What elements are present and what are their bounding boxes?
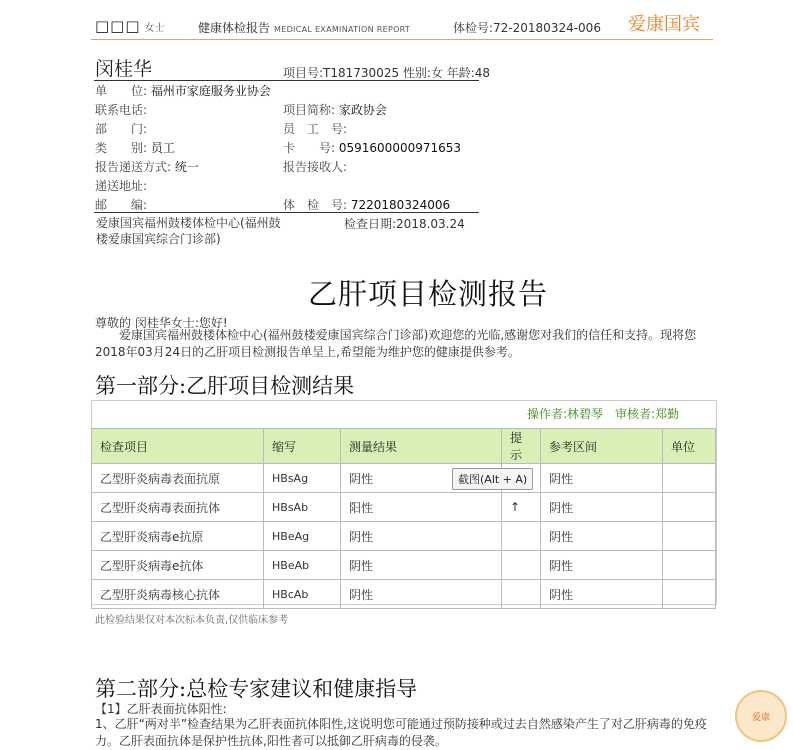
cell-result: 阳性 bbox=[341, 493, 502, 522]
cell-hint bbox=[502, 522, 541, 551]
cell-range: 阴性 bbox=[541, 522, 663, 551]
cell-result: 阴性 bbox=[341, 551, 502, 580]
cell-result: 阴性 bbox=[341, 464, 502, 493]
exam-center: 爱康国宾福州鼓楼体检中心(福州鼓楼爱康国宾综合门诊部) bbox=[96, 216, 281, 246]
info-divider-bottom bbox=[94, 212, 479, 213]
info-divider-top bbox=[94, 80, 479, 81]
patient-project-line: 项目号:T181730025 性别:女 年龄:48 bbox=[283, 66, 491, 80]
cell-hint: ↑ bbox=[502, 493, 541, 522]
intro-paragraph: 爱康国宾福州鼓楼体检中心(福州鼓楼爱康国宾综合门诊部)欢迎您的光临,感谢您对我们的信任和支持。现将您2018年03月24日的乙肝项目检测报告单呈上,希望能为维护您的健康提供参考。 bbox=[95, 328, 697, 359]
cell-unit bbox=[663, 580, 716, 609]
disclaimer-note: 此检验结果仅对本次标本负责,仅供临床参考 bbox=[95, 615, 289, 626]
header-gender: □□□ 女士 bbox=[95, 17, 165, 35]
operator-reviewer: 操作者:林碧琴 审核者:郑勤 bbox=[527, 407, 680, 421]
cell-range: 阴性 bbox=[541, 580, 663, 609]
exam-number-row: 体 检 号: 7220180324006 bbox=[283, 198, 451, 212]
cell-range: 阴性 bbox=[541, 493, 663, 522]
report-header-title: 健康体检报告 MEDICAL EXAMINATION REPORT bbox=[198, 21, 411, 35]
advice-paragraph: 1、乙肝“两对半”检查结果为乙肝表面抗体阳性,这说明您可能通过预防接种或过去自然感染产生了对乙肝病毒的免疫力。乙肝表面抗体是保护性抗体,阳性者可以抵御乙肝病毒的侵袭。 bbox=[95, 717, 707, 748]
table-row bbox=[92, 522, 716, 551]
col-result: 测量结果 bbox=[341, 429, 502, 464]
part2-title: 第二部分:总检专家建议和健康指导 bbox=[95, 677, 418, 701]
col-unit: 单位 bbox=[663, 429, 716, 464]
cell-hint bbox=[502, 580, 541, 609]
cell-item: 乙型肝炎病毒表面抗体 bbox=[92, 493, 264, 522]
report-title: 乙肝项目检测报告 bbox=[307, 277, 548, 311]
table-row bbox=[92, 464, 716, 493]
phone-row: 联系电话: bbox=[95, 103, 148, 117]
cell-abbr: HBeAg bbox=[264, 522, 341, 551]
cell-unit bbox=[663, 493, 716, 522]
cell-abbr: HBcAb bbox=[264, 580, 341, 609]
col-hint: 提示 bbox=[502, 429, 541, 464]
staff-no-row: 员 工 号: bbox=[283, 122, 348, 136]
greeting: 尊敬的 闵桂华女士:您好! bbox=[95, 316, 228, 330]
col-item: 检查项目 bbox=[92, 429, 264, 464]
brand-logo: 爱康国宾 bbox=[628, 14, 700, 35]
cell-result: 阴性 bbox=[341, 522, 502, 551]
postcode-row: 邮 编: bbox=[95, 198, 148, 212]
category-row: 类 别: 员工 bbox=[95, 141, 175, 155]
cell-item: 乙型肝炎病毒e抗体 bbox=[92, 551, 264, 580]
patient-name: 闵桂华 bbox=[95, 58, 153, 80]
col-range: 参考区间 bbox=[541, 429, 663, 464]
cell-abbr: HBsAg bbox=[264, 464, 341, 493]
table-row bbox=[92, 493, 716, 522]
cell-result: 阴性 bbox=[341, 580, 502, 609]
card-row: 卡 号: 0591600000971653 bbox=[283, 141, 462, 155]
proj-short-row: 项目简称: 家政协会 bbox=[283, 103, 387, 117]
col-abbr: 缩写 bbox=[264, 429, 341, 464]
brand-badge-icon: 爱康 bbox=[735, 690, 787, 742]
cell-hint bbox=[502, 551, 541, 580]
screenshot-tooltip: 截图(Alt + A) bbox=[452, 468, 533, 490]
cell-abbr: HBeAb bbox=[264, 551, 341, 580]
cell-unit bbox=[663, 551, 716, 580]
table-row bbox=[92, 580, 716, 609]
cell-unit bbox=[663, 522, 716, 551]
part1-title: 第一部分:乙肝项目检测结果 bbox=[95, 374, 355, 398]
cell-unit bbox=[663, 464, 716, 493]
cell-range: 阴性 bbox=[541, 464, 663, 493]
header-divider bbox=[91, 39, 713, 40]
table-header-row bbox=[92, 429, 716, 464]
header-exam-number: 体检号:72-20180324-006 bbox=[453, 21, 601, 35]
results-table bbox=[91, 428, 716, 609]
cell-item: 乙型肝炎病毒核心抗体 bbox=[92, 580, 264, 609]
address-row: 递送地址: bbox=[95, 179, 148, 193]
cell-range: 阴性 bbox=[541, 551, 663, 580]
cell-item: 乙型肝炎病毒表面抗原 bbox=[92, 464, 264, 493]
unit-row: 单 位: 福州市家庭服务业协会 bbox=[95, 84, 271, 98]
cell-item: 乙型肝炎病毒e抗原 bbox=[92, 522, 264, 551]
delivery-row: 报告递送方式: 统一 bbox=[95, 160, 199, 174]
check-date: 检查日期:2018.03.24 bbox=[344, 217, 465, 231]
advice-subtitle: 【1】乙肝表面抗体阳性: bbox=[95, 702, 227, 716]
table-row bbox=[92, 551, 716, 580]
dept-row: 部 门: bbox=[95, 122, 148, 136]
receiver-row: 报告接收人: bbox=[283, 160, 348, 174]
cell-abbr: HBsAb bbox=[264, 493, 341, 522]
